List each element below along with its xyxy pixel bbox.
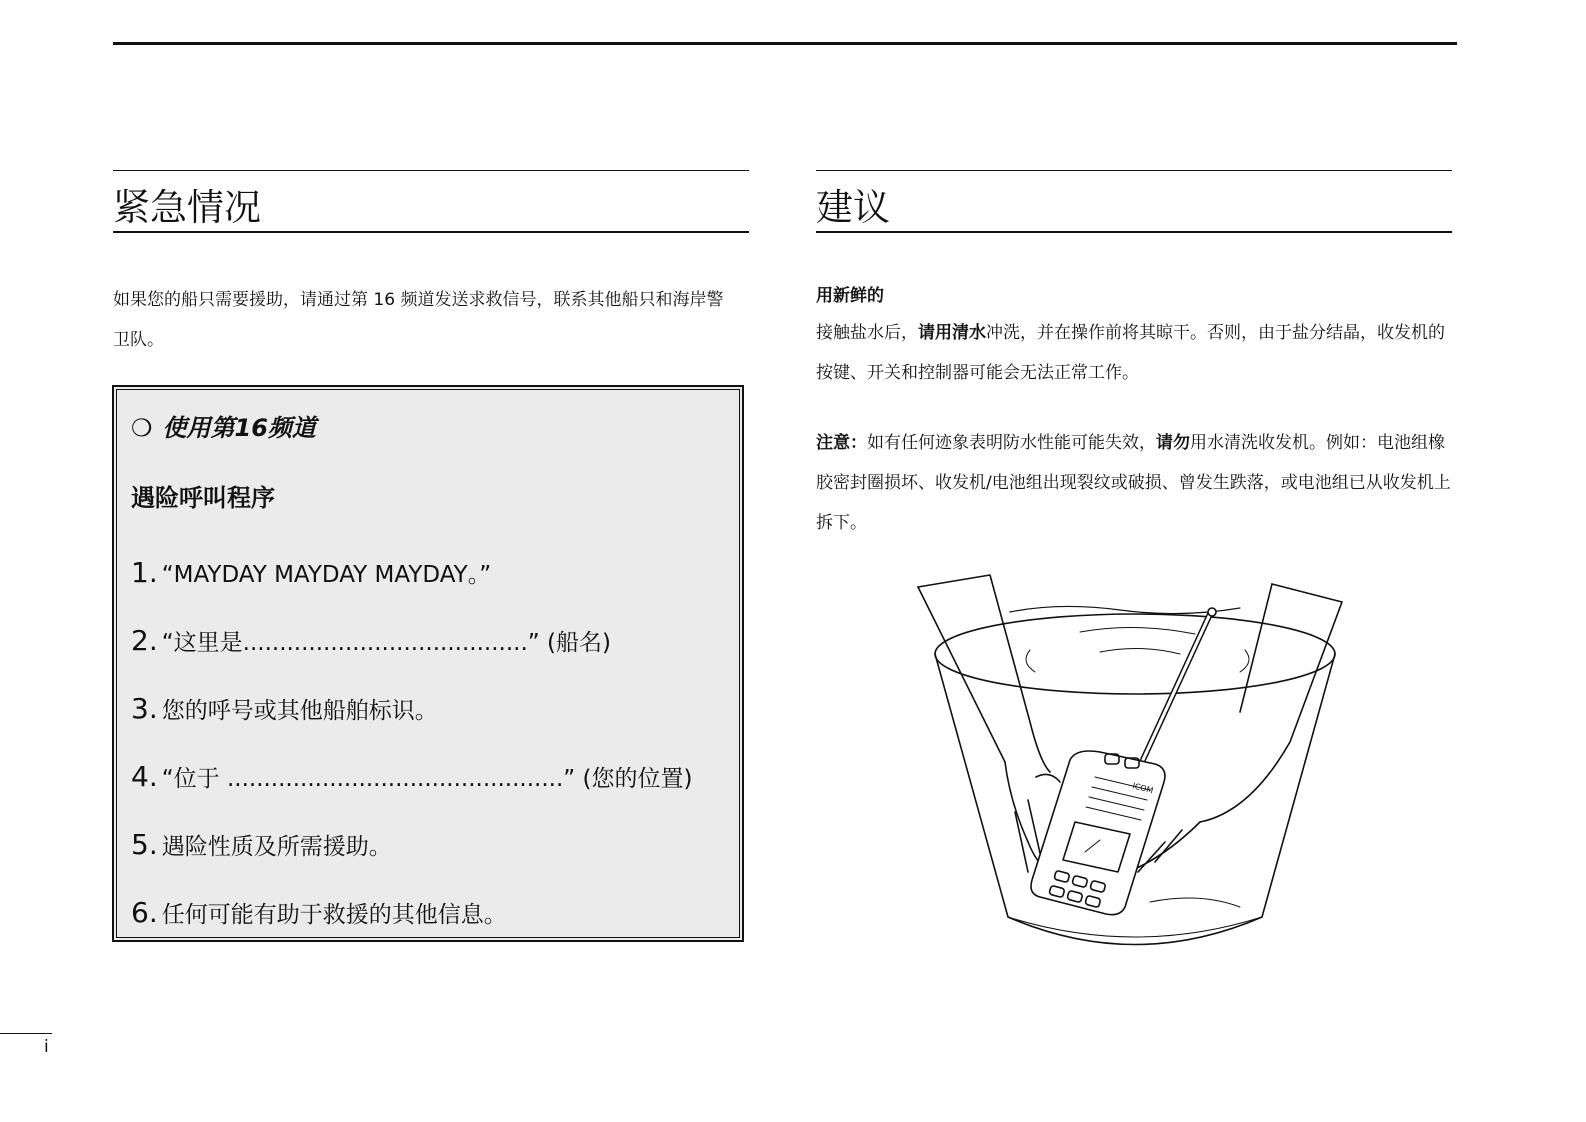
distress-steps <box>131 556 692 964</box>
recommendation-section <box>816 170 1452 543</box>
emergency-section <box>113 170 749 941</box>
page-number: i <box>44 1037 49 1057</box>
recommendation-title: 建议 <box>816 186 890 229</box>
section-bottom-rule <box>113 231 749 233</box>
list-item: 6. 任何可能有助于救援的其他信息。 <box>131 896 507 929</box>
list-item: 3. 您的呼号或其他船舶标识。 <box>131 692 438 725</box>
list-item: 4. “位于 ..............................................” (您的位置) <box>131 760 693 793</box>
section-bottom-rule <box>816 231 1452 233</box>
caution-paragraph: 注意：如有任何迹象表明防水性能可能失效，请勿用水清洗收发机。例如：电池组橡胶密封圈损坏、收发机/电池组出现裂纹或破损、曾发生跌落，或电池组已从收发机上拆下。 <box>816 433 1451 533</box>
list-item: 2. “这里是.......................................” (船名) <box>131 624 611 657</box>
washing-illustration <box>910 572 1360 972</box>
box-heading <box>131 408 316 443</box>
box-subheading: 遇险呼叫程序 <box>131 484 275 512</box>
list-item: 1. “MAYDAY MAYDAY MAYDAY。” <box>131 556 492 589</box>
page-top-rule <box>113 42 1457 45</box>
emergency-intro: 如果您的船只需要援助，请通过第 16 频道发送求救信号，联系其他船只和海岸警卫队。 <box>113 290 724 350</box>
distress-call-box <box>113 386 743 941</box>
fresh-water-heading: 用新鲜的 <box>816 286 884 306</box>
list-item: 5. 遇险性质及所需援助。 <box>131 828 392 861</box>
device-logo-text: ICOM <box>1131 781 1155 796</box>
circle-bullet-icon: ❍ <box>131 414 153 442</box>
box-heading-text: 使用第16频道 <box>162 414 316 442</box>
page-number-rule <box>0 1033 52 1034</box>
emergency-title: 紧急情况 <box>113 186 261 229</box>
rinse-paragraph: 接触盐水后，请用清水冲洗，并在操作前将其晾干。否则，由于盐分结晶，收发机的按键、开关和控制器可能会无法正常工作。 <box>816 323 1445 383</box>
